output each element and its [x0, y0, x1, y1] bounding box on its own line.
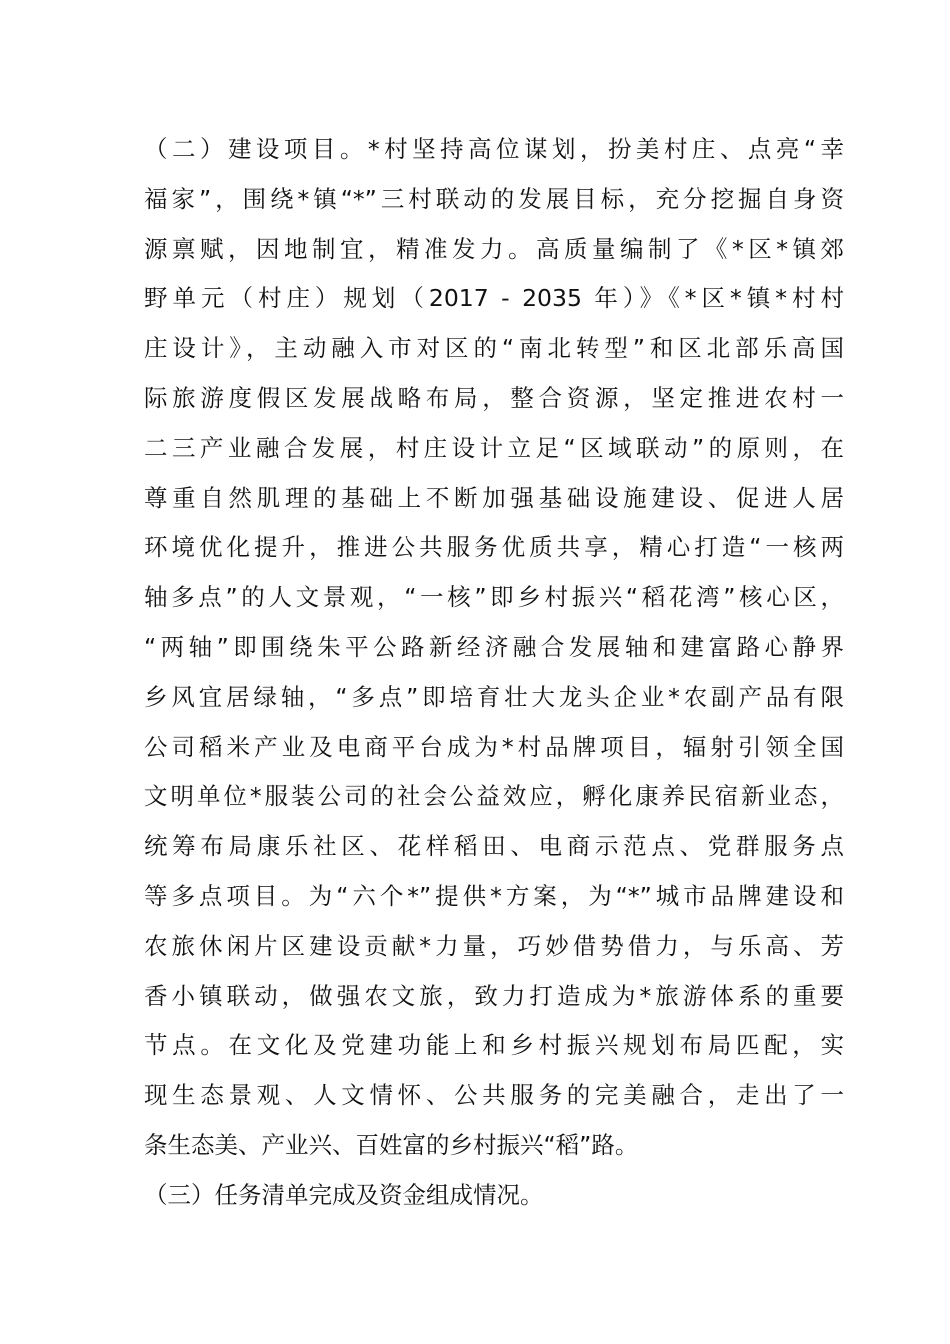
paragraph-line: 现生态景观、人文情怀、公共服务的完美融合，走出了一 [144, 1081, 844, 1110]
paragraph-line: 香小镇联动，做强农文旅，致力打造成为*旅游体系的重要 [144, 981, 844, 1010]
paragraph-line: 轴多点”的人文景观，“一核”即乡村振兴“稻花湾”核心区， [144, 583, 844, 612]
paragraph-line: 野单元（村庄）规划（2017 - 2035 年）》《*区*镇*村村 [144, 284, 844, 313]
paragraph-line: 农旅休闲片区建设贡献*力量，巧妙借势借力，与乐高、芳 [144, 931, 844, 960]
paragraph-last-line: 条生态美、产业兴、百姓富的乡村振兴“稻”路。 [144, 1130, 639, 1159]
paragraph-line: 统筹布局康乐社区、花样稻田、电商示范点、党群服务点 [144, 832, 844, 861]
paragraph-line: 节点。在文化及党建功能上和乡村振兴规划布局匹配，实 [144, 1031, 844, 1060]
paragraph-line: 二三产业融合发展，村庄设计立足“区域联动”的原则，在 [144, 433, 844, 462]
paragraph-line: 文明单位*服装公司的社会公益效应，孵化康养民宿新业态， [144, 782, 844, 811]
paragraph-line: 际旅游度假区发展战略布局，整合资源，坚定推进农村一 [144, 383, 844, 412]
paragraph-line: 乡风宜居绿轴，“多点”即培育壮大龙头企业*农副产品有限 [144, 682, 844, 711]
paragraph-line: 福家”，围绕*镇“*”三村联动的发展目标，充分挖掘自身资 [144, 184, 844, 213]
paragraph-line: 公司稻米产业及电商平台成为*村品牌项目，辐射引领全国 [144, 732, 844, 761]
paragraph-line: 源禀赋，因地制宜，精准发力。高质量编制了《*区*镇郊 [144, 234, 844, 263]
paragraph-line: 环境优化提升，推进公共服务优质共享，精心打造“一核两 [144, 533, 844, 562]
section-heading: （三）任务清单完成及资金组成情况。 [144, 1180, 544, 1209]
body-text [144, 125, 844, 1221]
paragraph-line: 尊重自然肌理的基础上不断加强基础设施建设、促进人居 [144, 483, 844, 512]
paragraph-line: （二）建设项目。*村坚持高位谋划，扮美村庄、点亮“幸 [144, 135, 844, 163]
paragraph-line: “两轴”即围绕朱平公路新经济融合发展轴和建富路心静界 [144, 632, 844, 661]
paragraph-line: 等多点项目。为“六个*”提供*方案，为“*”城市品牌建设和 [144, 881, 844, 910]
paragraph-line: 庄设计》，主动融入市对区的“南北转型”和区北部乐高国 [144, 334, 844, 363]
